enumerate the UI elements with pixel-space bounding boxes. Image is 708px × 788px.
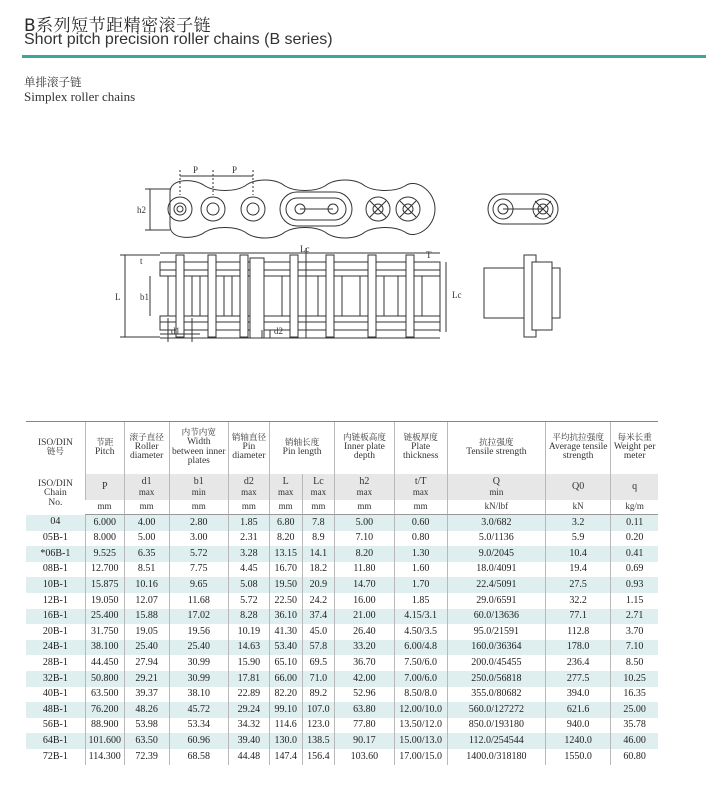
table-cell: 38.10	[169, 687, 228, 703]
table-cell: 6.00/4.8	[394, 640, 447, 656]
chain-number-cell: 40B-1	[26, 687, 85, 703]
table-cell: 35.78	[611, 718, 658, 734]
table-cell: 53.98	[124, 718, 169, 734]
chain-number-cell: 24B-1	[26, 640, 85, 656]
table-cell: 82.20	[269, 687, 302, 703]
table-cell: 69.5	[302, 655, 335, 671]
col-header: 节距 Pitch	[85, 422, 124, 474]
table-row	[26, 562, 658, 578]
table-cell: 30.99	[169, 655, 228, 671]
table-cell: 8.20	[335, 546, 394, 562]
table-cell: 12.00/10.0	[394, 702, 447, 718]
table-cell: 99.10	[269, 702, 302, 718]
chain-number-cell: 08B-1	[26, 562, 85, 578]
table-cell: 3.0/682	[447, 515, 545, 531]
col-symbol: P	[85, 474, 124, 500]
label-Lc: Lc	[300, 244, 310, 254]
col-header: 抗拉强度 Tensile strength	[447, 422, 545, 474]
chain-number-cell: *06B-1	[26, 546, 85, 562]
table-cell: 19.4	[545, 562, 610, 578]
col-symbol: Q0	[545, 474, 610, 500]
table-cell: 112.8	[545, 624, 610, 640]
table-row	[26, 593, 658, 609]
col-symbol: L max	[269, 474, 302, 500]
label-p2: P	[232, 165, 238, 175]
table-cell: 13.50/12.0	[394, 718, 447, 734]
label-p1: P	[193, 165, 199, 175]
table-cell: 15.90	[228, 655, 269, 671]
table-cell: 12.07	[124, 593, 169, 609]
table-cell: 5.00	[335, 515, 394, 531]
col-header: 销轴长度 Pin length	[269, 422, 334, 474]
table-cell: 27.5	[545, 577, 610, 593]
col-unit: mm	[394, 500, 447, 515]
table-cell: 8.9	[302, 531, 335, 547]
col-symbol: d1 max	[124, 474, 169, 500]
table-cell: 65.10	[269, 655, 302, 671]
table-cell: 45.0	[302, 624, 335, 640]
table-cell: 18.2	[302, 562, 335, 578]
table-cell: 7.00/6.0	[394, 671, 447, 687]
chain-number-cell: 20B-1	[26, 624, 85, 640]
table-cell: 42.00	[335, 671, 394, 687]
table-cell: 850.0/193180	[447, 718, 545, 734]
table-cell: 63.500	[85, 687, 124, 703]
table-cell: 1.70	[394, 577, 447, 593]
table-cell: 103.60	[335, 749, 394, 765]
table-row	[26, 546, 658, 562]
table-cell: 72.39	[124, 749, 169, 765]
table-cell: 101.600	[85, 733, 124, 749]
table-cell: 14.63	[228, 640, 269, 656]
col-symbol: Q min	[447, 474, 545, 500]
table-cell: 1240.0	[545, 733, 610, 749]
table-cell: 2.71	[611, 609, 658, 625]
table-cell: 0.60	[394, 515, 447, 531]
table-cell: 17.02	[169, 609, 228, 625]
table-cell: 355.0/80682	[447, 687, 545, 703]
table-cell: 5.72	[228, 593, 269, 609]
table-cell: 53.34	[169, 718, 228, 734]
table-cell: 52.96	[335, 687, 394, 703]
label-d1: d1	[171, 326, 180, 336]
table-cell: 63.80	[335, 702, 394, 718]
table-cell: 9.525	[85, 546, 124, 562]
table-cell: 8.28	[228, 609, 269, 625]
table-cell: 17.00/15.0	[394, 749, 447, 765]
table-row	[26, 531, 658, 547]
table-cell: 76.200	[85, 702, 124, 718]
table-cell: 15.88	[124, 609, 169, 625]
col-symbol: h2 max	[335, 474, 394, 500]
table-cell: 26.40	[335, 624, 394, 640]
table-cell: 3.00	[169, 531, 228, 547]
col-unit: kN	[545, 500, 610, 515]
table-cell: 8.50/8.0	[394, 687, 447, 703]
table-cell: 114.300	[85, 749, 124, 765]
table-row	[26, 624, 658, 640]
table-cell: 394.0	[545, 687, 610, 703]
table-cell: 11.80	[335, 562, 394, 578]
table-cell: 44.450	[85, 655, 124, 671]
table-cell: 29.0/6591	[447, 593, 545, 609]
table-cell: 1.60	[394, 562, 447, 578]
table-cell: 24.2	[302, 593, 335, 609]
spec-table-body	[26, 515, 658, 765]
table-cell: 38.100	[85, 640, 124, 656]
table-cell: 32.2	[545, 593, 610, 609]
label-t: t	[140, 256, 143, 266]
table-cell: 1400.0/318180	[447, 749, 545, 765]
table-cell: 0.41	[611, 546, 658, 562]
table-cell: 30.99	[169, 671, 228, 687]
col-unit: mm	[335, 500, 394, 515]
col-unit: mm	[302, 500, 335, 515]
label-Lc-side: Lc	[452, 290, 462, 300]
table-cell: 17.81	[228, 671, 269, 687]
table-cell: 14.1	[302, 546, 335, 562]
table-cell: 5.00	[124, 531, 169, 547]
table-cell: 48.26	[124, 702, 169, 718]
table-cell: 60.96	[169, 733, 228, 749]
table-cell: 112.0/254544	[447, 733, 545, 749]
table-cell: 107.0	[302, 702, 335, 718]
table-cell: 20.9	[302, 577, 335, 593]
table-cell: 1550.0	[545, 749, 610, 765]
table-cell: 89.2	[302, 687, 335, 703]
table-cell: 10.4	[545, 546, 610, 562]
table-cell: 621.6	[545, 702, 610, 718]
chain-top-view	[145, 170, 435, 238]
table-cell: 7.10	[335, 531, 394, 547]
table-cell: 10.19	[228, 624, 269, 640]
table-cell: 3.28	[228, 546, 269, 562]
chain-end-view-top	[488, 194, 558, 224]
table-cell: 6.35	[124, 546, 169, 562]
col-unit: mm	[269, 500, 302, 515]
table-cell: 15.875	[85, 577, 124, 593]
table-cell: 31.750	[85, 624, 124, 640]
table-cell: 71.0	[302, 671, 335, 687]
table-cell: 90.17	[335, 733, 394, 749]
chain-number-cell: 48B-1	[26, 702, 85, 718]
page-title-cn: B系列短节距精密滚子链	[24, 16, 212, 36]
table-cell: 15.00/13.0	[394, 733, 447, 749]
table-cell: 940.0	[545, 718, 610, 734]
table-cell: 41.30	[269, 624, 302, 640]
table-cell: 60.80	[611, 749, 658, 765]
table-cell: 46.00	[611, 733, 658, 749]
chain-number-cell: 32B-1	[26, 671, 85, 687]
table-cell: 7.50/6.0	[394, 655, 447, 671]
table-cell: 9.65	[169, 577, 228, 593]
col-symbol: b1 min	[169, 474, 228, 500]
table-row	[26, 733, 658, 749]
table-cell: 5.72	[169, 546, 228, 562]
table-cell: 178.0	[545, 640, 610, 656]
table-cell: 8.20	[269, 531, 302, 547]
table-cell: 18.0/4091	[447, 562, 545, 578]
table-cell: 11.68	[169, 593, 228, 609]
table-cell: 21.00	[335, 609, 394, 625]
section-title-en: Simplex roller chains	[24, 89, 136, 104]
table-cell: 66.00	[269, 671, 302, 687]
label-L: L	[115, 292, 121, 302]
table-row	[26, 577, 658, 593]
table-cell: 0.69	[611, 562, 658, 578]
col-unit: mm	[124, 500, 169, 515]
table-cell: 0.93	[611, 577, 658, 593]
table-cell: 57.8	[302, 640, 335, 656]
table-cell: 6.000	[85, 515, 124, 531]
table-cell: 37.4	[302, 609, 335, 625]
col-unit: kg/m	[611, 500, 658, 515]
chain-number-cell: 64B-1	[26, 733, 85, 749]
table-cell: 2.31	[228, 531, 269, 547]
table-cell: 8.000	[85, 531, 124, 547]
table-cell: 1.85	[394, 593, 447, 609]
page-title-en: Short pitch precision roller chains (B series)	[24, 31, 333, 48]
chain-number-cell: 28B-1	[26, 655, 85, 671]
table-cell: 29.21	[124, 671, 169, 687]
table-cell: 10.16	[124, 577, 169, 593]
table-cell: 19.56	[169, 624, 228, 640]
col-header: 滚子直径 Roller diameter	[124, 422, 169, 474]
table-cell: 34.32	[228, 718, 269, 734]
table-cell: 123.0	[302, 718, 335, 734]
table-cell: 88.900	[85, 718, 124, 734]
col-symbol: q	[611, 474, 658, 500]
table-cell: 25.40	[169, 640, 228, 656]
col-unit: mm	[228, 500, 269, 515]
table-cell: 77.1	[545, 609, 610, 625]
table-cell: 36.10	[269, 609, 302, 625]
chain-number-cell: 10B-1	[26, 577, 85, 593]
table-cell: 68.58	[169, 749, 228, 765]
table-cell: 22.50	[269, 593, 302, 609]
col-unit: mm	[169, 500, 228, 515]
table-cell: 14.70	[335, 577, 394, 593]
table-cell: 4.50/3.5	[394, 624, 447, 640]
col-header: 每米长重 Weight per meter	[611, 422, 658, 474]
table-cell: 250.0/56818	[447, 671, 545, 687]
table-cell: 25.00	[611, 702, 658, 718]
table-cell: 16.00	[335, 593, 394, 609]
table-cell: 60.0/13636	[447, 609, 545, 625]
table-cell: 10.25	[611, 671, 658, 687]
table-cell: 6.80	[269, 515, 302, 531]
table-cell: 39.37	[124, 687, 169, 703]
table-cell: 5.9	[545, 531, 610, 547]
col-unit: kN/lbf	[447, 500, 545, 515]
chain-number-cell: 16B-1	[26, 609, 85, 625]
iso-header-top: ISO/DIN 链号	[26, 422, 85, 474]
table-cell: 19.50	[269, 577, 302, 593]
col-header: 内节内宽 Width between inner plates	[169, 422, 228, 474]
table-cell: 4.45	[228, 562, 269, 578]
table-cell: 19.05	[124, 624, 169, 640]
iso-header-bottom: ISO/DIN Chain No.	[26, 474, 85, 515]
label-b1: b1	[140, 292, 149, 302]
table-cell: 114.6	[269, 718, 302, 734]
table-cell: 0.80	[394, 531, 447, 547]
table-cell: 19.050	[85, 593, 124, 609]
table-cell: 156.4	[302, 749, 335, 765]
table-cell: 1.85	[228, 515, 269, 531]
table-cell: 7.8	[302, 515, 335, 531]
table-cell: 22.89	[228, 687, 269, 703]
table-cell: 8.50	[611, 655, 658, 671]
table-cell: 4.15/3.1	[394, 609, 447, 625]
table-cell: 8.51	[124, 562, 169, 578]
table-cell: 4.00	[124, 515, 169, 531]
spec-table	[26, 422, 658, 765]
table-cell: 25.400	[85, 609, 124, 625]
table-cell: 7.10	[611, 640, 658, 656]
table-row	[26, 515, 658, 531]
table-cell: 3.2	[545, 515, 610, 531]
table-cell: 27.94	[124, 655, 169, 671]
table-cell: 16.70	[269, 562, 302, 578]
table-cell: 5.08	[228, 577, 269, 593]
table-cell: 7.75	[169, 562, 228, 578]
table-cell: 5.0/1136	[447, 531, 545, 547]
table-cell: 160.0/36364	[447, 640, 545, 656]
table-cell: 29.24	[228, 702, 269, 718]
table-cell: 53.40	[269, 640, 302, 656]
table-cell: 95.0/21591	[447, 624, 545, 640]
table-row	[26, 640, 658, 656]
table-row	[26, 671, 658, 687]
table-cell: 33.20	[335, 640, 394, 656]
label-d2: d2	[274, 326, 283, 336]
label-h2: h2	[137, 205, 146, 215]
table-cell: 36.70	[335, 655, 394, 671]
table-cell: 138.5	[302, 733, 335, 749]
table-cell: 0.20	[611, 531, 658, 547]
table-row	[26, 702, 658, 718]
col-header: 内链板高度 Inner plate depth	[335, 422, 394, 474]
table-row	[26, 687, 658, 703]
chain-number-cell: 05B-1	[26, 531, 85, 547]
chain-number-cell: 56B-1	[26, 718, 85, 734]
table-cell: 22.4/5091	[447, 577, 545, 593]
col-symbol: t/T max	[394, 474, 447, 500]
chain-number-cell: 04	[26, 515, 85, 531]
col-symbol: d2 max	[228, 474, 269, 500]
col-symbol: Lc max	[302, 474, 335, 500]
col-header: 平均抗拉强度 Average tensile strength	[545, 422, 610, 474]
table-row	[26, 655, 658, 671]
chain-number-cell: 12B-1	[26, 593, 85, 609]
table-cell: 200.0/45455	[447, 655, 545, 671]
chain-number-cell: 72B-1	[26, 749, 85, 765]
table-cell: 130.0	[269, 733, 302, 749]
table-cell: 12.700	[85, 562, 124, 578]
col-header: 链板厚度 Plate thickness	[394, 422, 447, 474]
table-cell: 50.800	[85, 671, 124, 687]
table-cell: 0.11	[611, 515, 658, 531]
table-cell: 2.80	[169, 515, 228, 531]
table-cell: 1.30	[394, 546, 447, 562]
section-title-cn: 单排滚子链	[24, 75, 82, 89]
table-cell: 13.15	[269, 546, 302, 562]
table-cell: 39.40	[228, 733, 269, 749]
table-cell: 45.72	[169, 702, 228, 718]
table-cell: 3.70	[611, 624, 658, 640]
table-cell: 1.15	[611, 593, 658, 609]
table-row	[26, 749, 658, 765]
table-cell: 63.50	[124, 733, 169, 749]
table-cell: 44.48	[228, 749, 269, 765]
table-cell: 16.35	[611, 687, 658, 703]
table-row	[26, 718, 658, 734]
table-cell: 9.0/2045	[447, 546, 545, 562]
col-unit: mm	[85, 500, 124, 515]
table-cell: 277.5	[545, 671, 610, 687]
table-cell: 25.40	[124, 640, 169, 656]
table-cell: 147.4	[269, 749, 302, 765]
col-header: 销轴直径 Pin diameter	[228, 422, 269, 474]
table-cell: 560.0/127272	[447, 702, 545, 718]
table-cell: 77.80	[335, 718, 394, 734]
table-row	[26, 609, 658, 625]
label-T: T	[426, 250, 432, 260]
table-cell: 236.4	[545, 655, 610, 671]
